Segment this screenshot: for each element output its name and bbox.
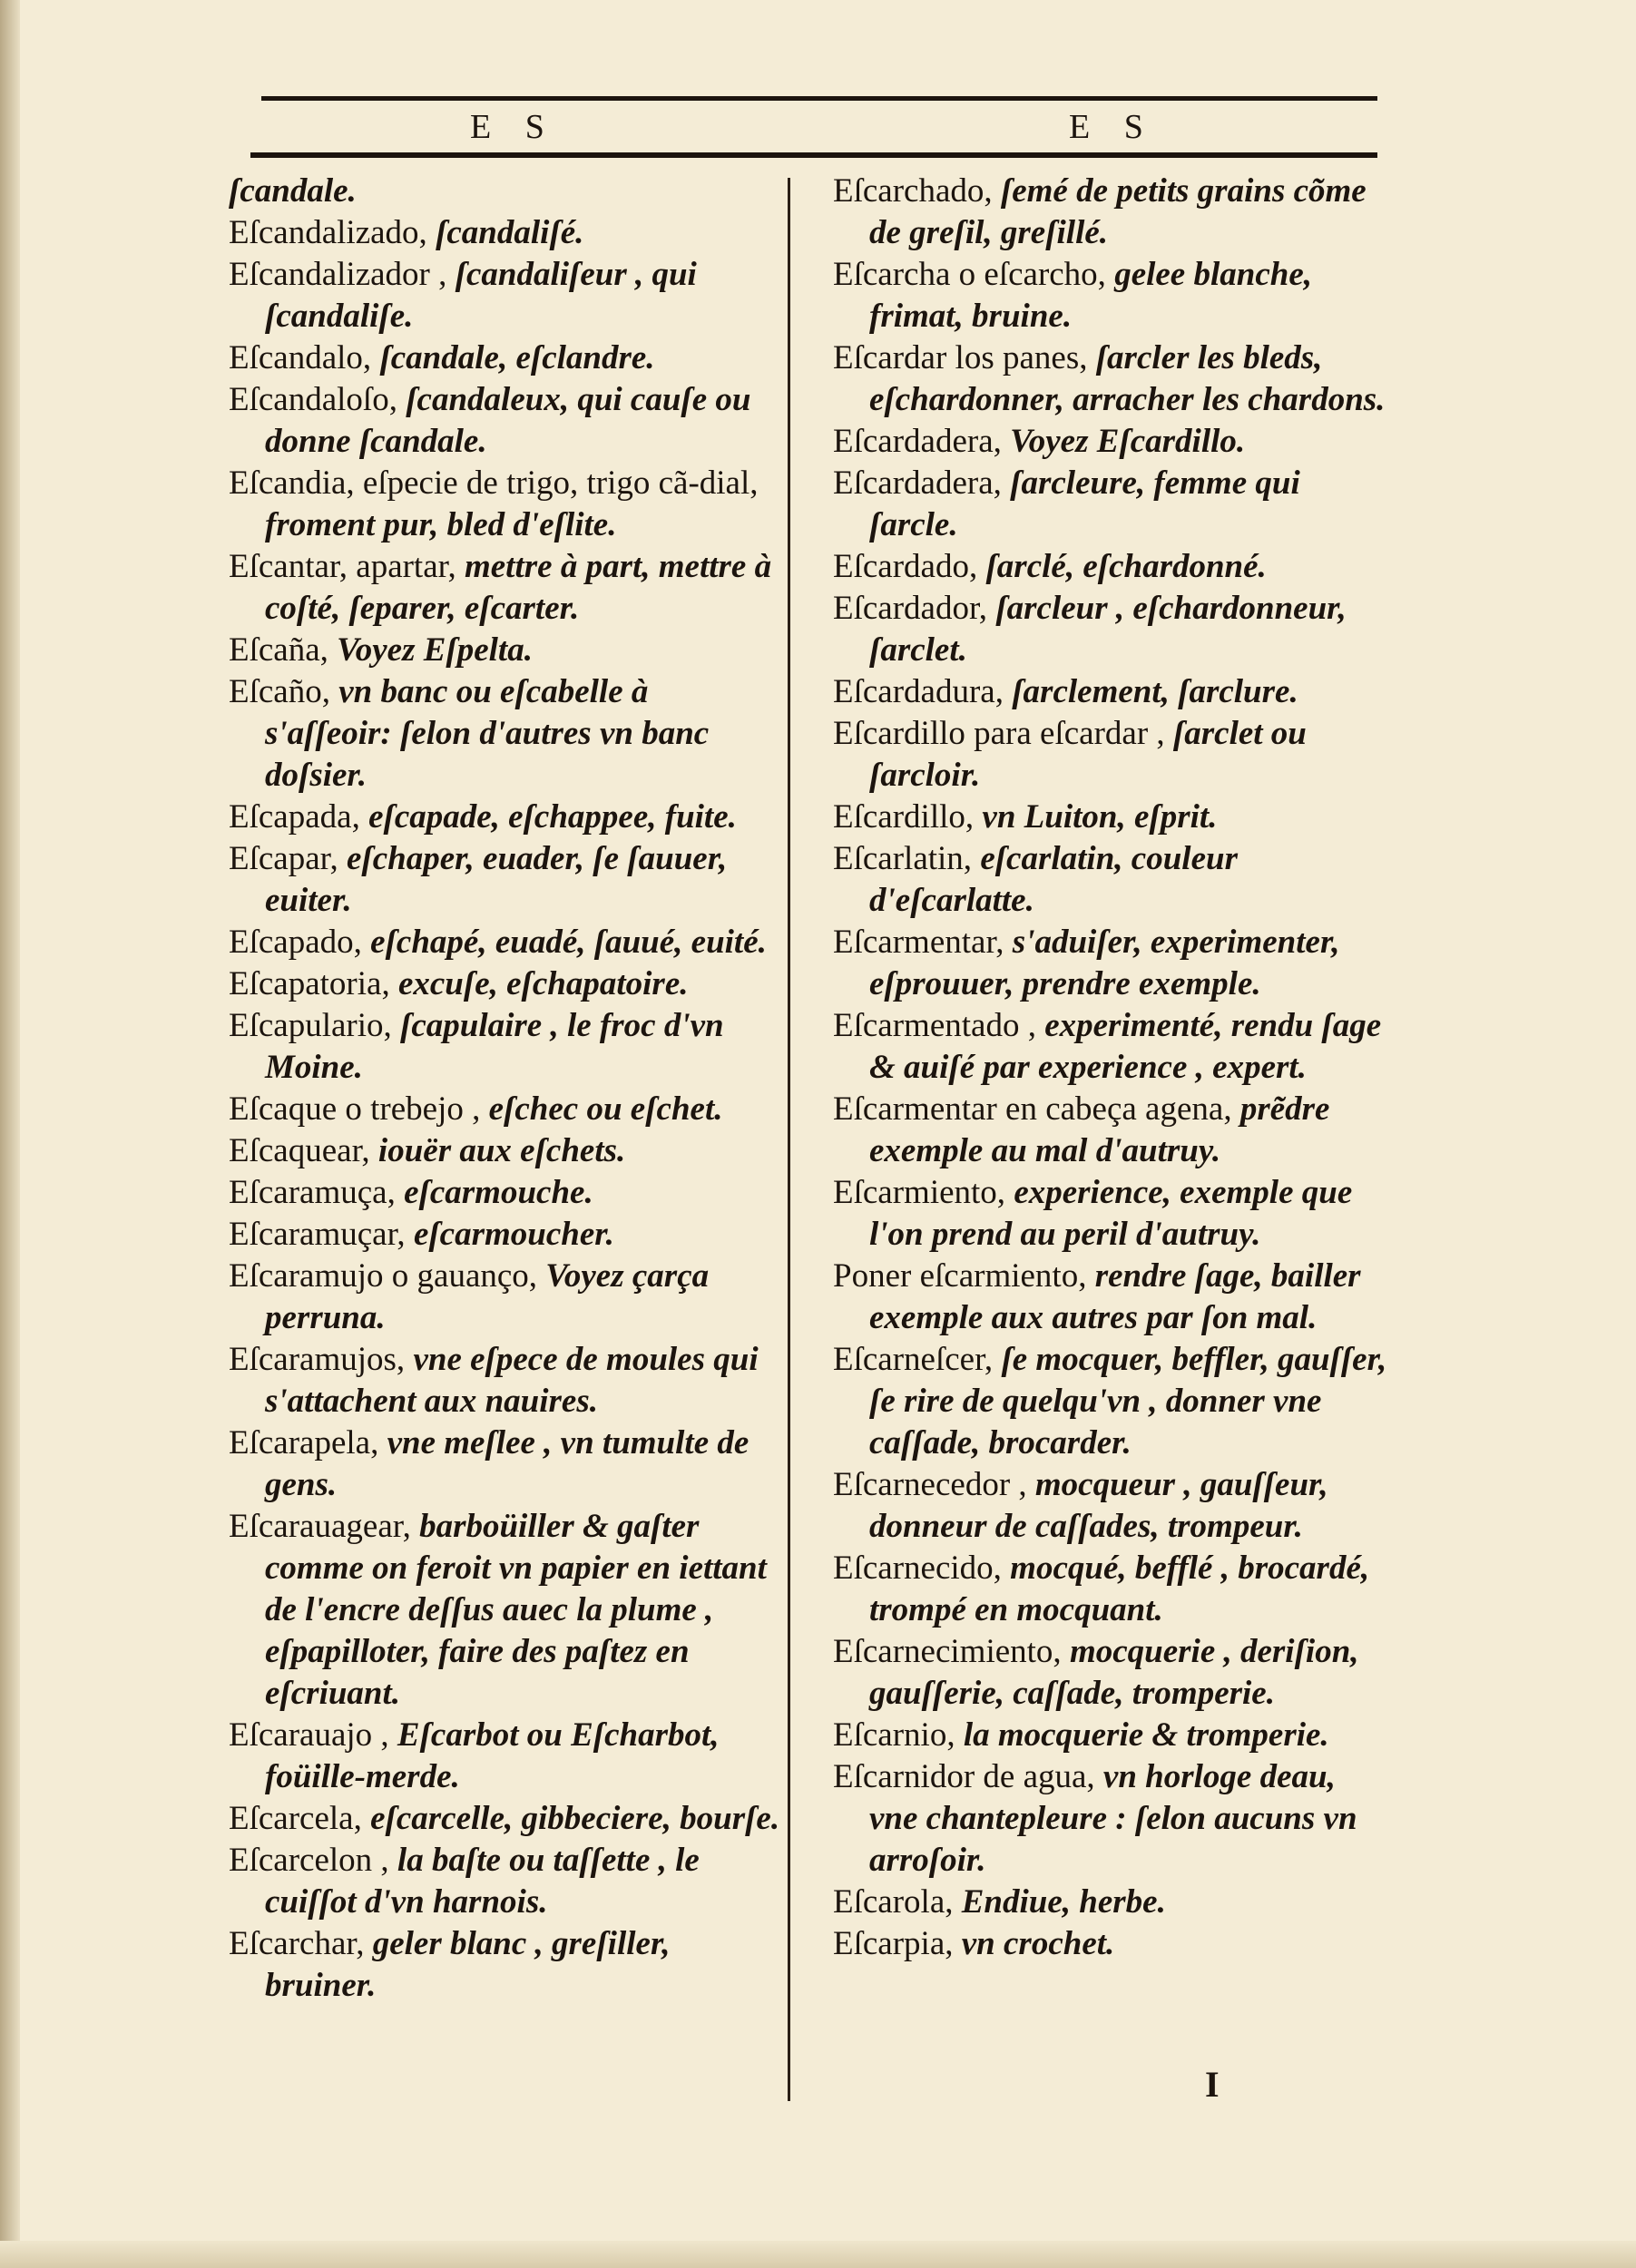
entry-headword: Eſcaña, xyxy=(229,631,338,669)
entry-headword: Eſcarola, xyxy=(833,1883,962,1921)
entry-headword: Eſcarchar, xyxy=(229,1925,373,1962)
entry-gloss: eſchaper, euader, ſe ſauuer, euiter. xyxy=(265,840,728,919)
page-binding-edge xyxy=(0,0,20,2268)
entry-headword: Eſcandaloſo, xyxy=(229,381,407,418)
entry-gloss: vn Luiton, eſprit. xyxy=(982,798,1218,836)
entry-gloss: eſchec ou eſchet. xyxy=(488,1090,723,1128)
entry-headword: Eſcapado, xyxy=(229,924,371,961)
entry-gloss: la mocquerie & tromperie. xyxy=(963,1716,1329,1754)
dictionary-entry xyxy=(229,254,782,337)
entry-gloss: rendre ſage, bailler exemple aux autres par ſon mal. xyxy=(869,1257,1361,1336)
entry-headword: Eſcarmentar, xyxy=(833,924,1013,961)
dictionary-entry xyxy=(229,212,782,254)
dictionary-entry xyxy=(229,1130,782,1172)
entry-headword: Eſcantar, apartar, xyxy=(229,548,465,585)
column-divider xyxy=(788,178,790,2101)
dictionary-entry xyxy=(229,838,782,922)
entry-gloss: Voyez Eſpelta. xyxy=(337,631,533,669)
dictionary-entry xyxy=(833,1756,1388,1882)
entry-headword: Eſcardillo para eſcardar , xyxy=(833,715,1173,752)
entry-headword: Eſcarmiento, xyxy=(833,1174,1014,1211)
entry-gloss: excuſe, eſchapatoire. xyxy=(397,965,689,1002)
dictionary-entry xyxy=(229,1715,782,1798)
entry-headword: Eſcarapela, xyxy=(229,1424,387,1461)
entry-headword: Eſcapulario, xyxy=(229,1007,401,1044)
page-bottom-edge xyxy=(0,2241,1636,2268)
entry-headword: Eſcandalo, xyxy=(229,339,380,376)
entry-gloss: eſcarlatin, couleur d'eſcarlatte. xyxy=(869,840,1238,919)
entry-gloss: ſcandale, eſclandre. xyxy=(379,339,655,376)
dictionary-entry xyxy=(833,1548,1388,1631)
entry-gloss: eſcarmoucher. xyxy=(413,1216,614,1253)
dictionary-entry xyxy=(229,546,782,630)
dictionary-entry xyxy=(229,337,782,379)
entry-gloss: ſcandaleux, qui cauſe ou donne ſcandale. xyxy=(265,381,751,460)
entry-gloss: eſcarmouche. xyxy=(404,1174,593,1211)
entry-headword: Eſcaramujos, xyxy=(229,1341,414,1378)
entry-headword: Eſcarpia, xyxy=(833,1925,962,1962)
dictionary-entry xyxy=(833,1631,1388,1715)
entry-headword: Eſcandalizador , xyxy=(229,256,456,293)
entry-headword: Eſcaño, xyxy=(229,673,339,710)
entry-gloss: vn crochet. xyxy=(961,1925,1115,1962)
dictionary-entry xyxy=(229,1005,782,1089)
entry-gloss: vne eſpece de moules qui s'attachent aux nauires. xyxy=(265,1341,759,1420)
dictionary-entry xyxy=(833,1089,1388,1172)
entry-gloss: ſarclé, eſchardonné. xyxy=(985,548,1267,585)
dictionary-entry xyxy=(229,1923,782,2007)
entry-gloss: vne meſlee , vn tumulte de gens. xyxy=(265,1424,749,1503)
entry-headword: Eſcandalizado, xyxy=(229,214,436,251)
entry-headword: Eſcarnecido, xyxy=(833,1549,1011,1587)
entry-gloss: ſarcleur , eſchardonneur, ſarclet. xyxy=(869,590,1347,669)
entry-headword: Eſcaque o trebejo , xyxy=(229,1090,489,1128)
entry-headword: Eſcarcela, xyxy=(229,1800,371,1837)
entry-gloss: eſcapade, eſchappee, fuite. xyxy=(368,798,737,836)
dictionary-entry xyxy=(833,1464,1388,1548)
left-column xyxy=(229,171,782,2007)
running-header xyxy=(250,96,1377,160)
entry-headword: Eſcapar, xyxy=(229,840,347,877)
entry-gloss: experience, exemple que l'on prend au peril d'autruy. xyxy=(869,1174,1353,1253)
entry-headword: Eſcarnecimiento, xyxy=(833,1633,1070,1670)
dictionary-entry xyxy=(229,797,782,838)
entry-gloss: vn horloge deau, vne chantepleure : ſelon aucuns vn arroſoir. xyxy=(869,1758,1357,1879)
dictionary-entry xyxy=(229,1172,782,1214)
dictionary-entry xyxy=(229,1422,782,1506)
dictionary-entry xyxy=(833,546,1388,588)
dictionary-entry xyxy=(833,1172,1388,1256)
entry-headword: Eſcardillo, xyxy=(833,798,983,836)
dictionary-entry xyxy=(833,254,1388,337)
entry-headword: Eſcarnidor de agua, xyxy=(833,1758,1103,1795)
entry-gloss: Voyez çarça perruna. xyxy=(265,1257,710,1336)
entry-gloss: mocqué, befflé , brocardé, trompé en mocquant. xyxy=(869,1549,1370,1628)
dictionary-entry xyxy=(229,1840,782,1923)
dictionary-entry xyxy=(833,1923,1388,1965)
entry-headword: Eſcarmentar en cabeça agena, xyxy=(833,1090,1240,1128)
entry-gloss: ſarclement, ſarclure. xyxy=(1012,673,1298,710)
dictionary-entry xyxy=(833,713,1388,797)
dictionary-entry xyxy=(229,379,782,463)
entry-headword: Eſcarnio, xyxy=(833,1716,964,1754)
entry-headword: Eſcarnecedor , xyxy=(833,1466,1035,1503)
dictionary-entry xyxy=(229,171,782,212)
dictionary-entry xyxy=(833,671,1388,713)
entry-headword: Eſcardadera, xyxy=(833,423,1011,460)
dictionary-entry xyxy=(833,922,1388,1005)
dictionary-entry xyxy=(833,337,1388,421)
dictionary-entry xyxy=(833,797,1388,838)
dictionary-entry xyxy=(833,1882,1388,1923)
dictionary-entry xyxy=(229,630,782,671)
entry-gloss: ſcapulaire , le froc d'vn Moine. xyxy=(265,1007,724,1086)
entry-gloss: experimenté, rendu ſage & auiſé par experience , expert. xyxy=(869,1007,1382,1086)
entry-headword: Eſcandia, eſpecie de trigo, trigo cã-dial, xyxy=(229,464,759,502)
dictionary-entry xyxy=(229,1256,782,1339)
dictionary-entry xyxy=(229,1214,782,1256)
entry-headword: Eſcaquear, xyxy=(229,1132,378,1169)
entry-gloss: la baſte ou taſſette , le cuiſſot d'vn harnois. xyxy=(265,1842,700,1921)
dictionary-entry xyxy=(229,1089,782,1130)
dictionary-entry xyxy=(833,1339,1388,1464)
entry-gloss: ſe mocquer, beffler, gauſſer, ſe rire de quelqu'vn , donner vne caſſade, brocarder. xyxy=(869,1341,1387,1461)
dictionary-entry xyxy=(229,671,782,797)
entry-gloss: barboüiller & gaſter comme on feroit vn papier en iettant de l'encre deſſus auec la plume , eſpapilloter, faire des paſtez en eſcriuant. xyxy=(265,1508,767,1712)
entry-headword: Eſcarchado, xyxy=(833,172,1001,210)
entry-gloss: Voyez Eſcardillo. xyxy=(1010,423,1246,460)
entry-headword: Eſcardadera, xyxy=(833,464,1011,502)
entry-gloss: mettre à part, mettre à coſté, ſeparer, eſcarter. xyxy=(265,548,772,627)
entry-headword: Eſcarcelon , xyxy=(229,1842,397,1879)
entry-headword: Eſcarauagear, xyxy=(229,1508,420,1545)
entry-headword: Eſcarcha o eſcarcho, xyxy=(833,256,1115,293)
entry-gloss: gelee blanche, frimat, bruine. xyxy=(869,256,1313,335)
dictionary-entry xyxy=(833,463,1388,546)
entry-gloss: ſcandale. xyxy=(229,172,357,210)
dictionary-entry xyxy=(229,1798,782,1840)
header-rule-bottom xyxy=(250,152,1377,158)
entry-headword: Eſcaramuçar, xyxy=(229,1216,414,1253)
entry-headword: Eſcardar los panes, xyxy=(833,339,1096,376)
entry-gloss: ſarclet ou ſarcloir. xyxy=(869,715,1307,794)
entry-gloss: Endiue, herbe. xyxy=(961,1883,1166,1921)
entry-gloss: eſchapé, euadé, ſauué, euité. xyxy=(370,924,767,961)
entry-headword: Eſcarneſcer, xyxy=(833,1341,1002,1378)
dictionary-entry xyxy=(833,1005,1388,1089)
entry-gloss: ſemé de petits grains cõme de greſil, greſillé. xyxy=(869,172,1367,251)
entry-gloss: ſarcleure, femme qui ſarcle. xyxy=(869,464,1300,543)
dictionary-entry xyxy=(229,463,782,546)
entry-gloss: ſarcler les bleds, eſchardonner, arracher les chardons. xyxy=(869,339,1386,418)
entry-gloss: ſcandaliſé. xyxy=(436,214,584,251)
dictionary-entry xyxy=(833,838,1388,922)
dictionary-entry xyxy=(833,171,1388,254)
header-rule-top xyxy=(261,96,1377,101)
entry-gloss: ſcandaliſeur , qui ſcandaliſe. xyxy=(265,256,697,335)
dictionary-entry xyxy=(833,1715,1388,1756)
entry-headword: Eſcapatoria, xyxy=(229,965,398,1002)
entry-gloss: mocquerie , deriſion, gauſſerie, caſſade, tromperie. xyxy=(869,1633,1359,1712)
entry-headword: Eſcarmentado , xyxy=(833,1007,1045,1044)
entry-gloss: geler blanc , greſiller, bruiner. xyxy=(265,1925,671,2004)
entry-headword: Eſcardadura, xyxy=(833,673,1013,710)
dictionary-entry xyxy=(833,421,1388,463)
entry-headword: Poner eſcarmiento, xyxy=(833,1257,1095,1295)
dictionary-entry xyxy=(229,963,782,1005)
entry-gloss: iouër aux eſchets. xyxy=(377,1132,626,1169)
entry-headword: Eſcaramuça, xyxy=(229,1174,405,1211)
signature-mark: I xyxy=(1205,2064,1220,2105)
entry-gloss: vn banc ou eſcabelle à s'aſſeoir: ſelon d'autres vn banc doſsier. xyxy=(265,673,710,794)
entry-gloss: Eſcarbot ou Eſcharbot, foüille-merde. xyxy=(265,1716,720,1795)
entry-gloss: s'aduiſer, experimenter, eſprouuer, prendre exemple. xyxy=(869,924,1340,1002)
running-head-left: E S xyxy=(470,108,557,146)
entry-gloss: eſcarcelle, gibbeciere, bourſe. xyxy=(370,1800,780,1837)
dictionary-entry xyxy=(833,1256,1388,1339)
entry-headword: Eſcapada, xyxy=(229,798,369,836)
dictionary-entry xyxy=(833,588,1388,671)
entry-gloss: froment pur, bled d'eſlite. xyxy=(265,506,617,543)
entry-gloss: prẽdre exemple au mal d'autruy. xyxy=(869,1090,1330,1169)
entry-headword: Eſcarauajo , xyxy=(229,1716,397,1754)
running-head-right: E S xyxy=(1069,108,1156,146)
entry-headword: Eſcaramujo o gauanço, xyxy=(229,1257,546,1295)
dictionary-entry xyxy=(229,922,782,963)
right-column xyxy=(833,171,1388,1965)
entry-headword: Eſcardado, xyxy=(833,548,986,585)
entry-gloss: mocqueur , gauſſeur, donneur de caſſades, trompeur. xyxy=(869,1466,1328,1545)
entry-headword: Eſcarlatin, xyxy=(833,840,981,877)
dictionary-entry xyxy=(229,1339,782,1422)
entry-headword: Eſcardador, xyxy=(833,590,996,627)
dictionary-entry xyxy=(229,1506,782,1715)
